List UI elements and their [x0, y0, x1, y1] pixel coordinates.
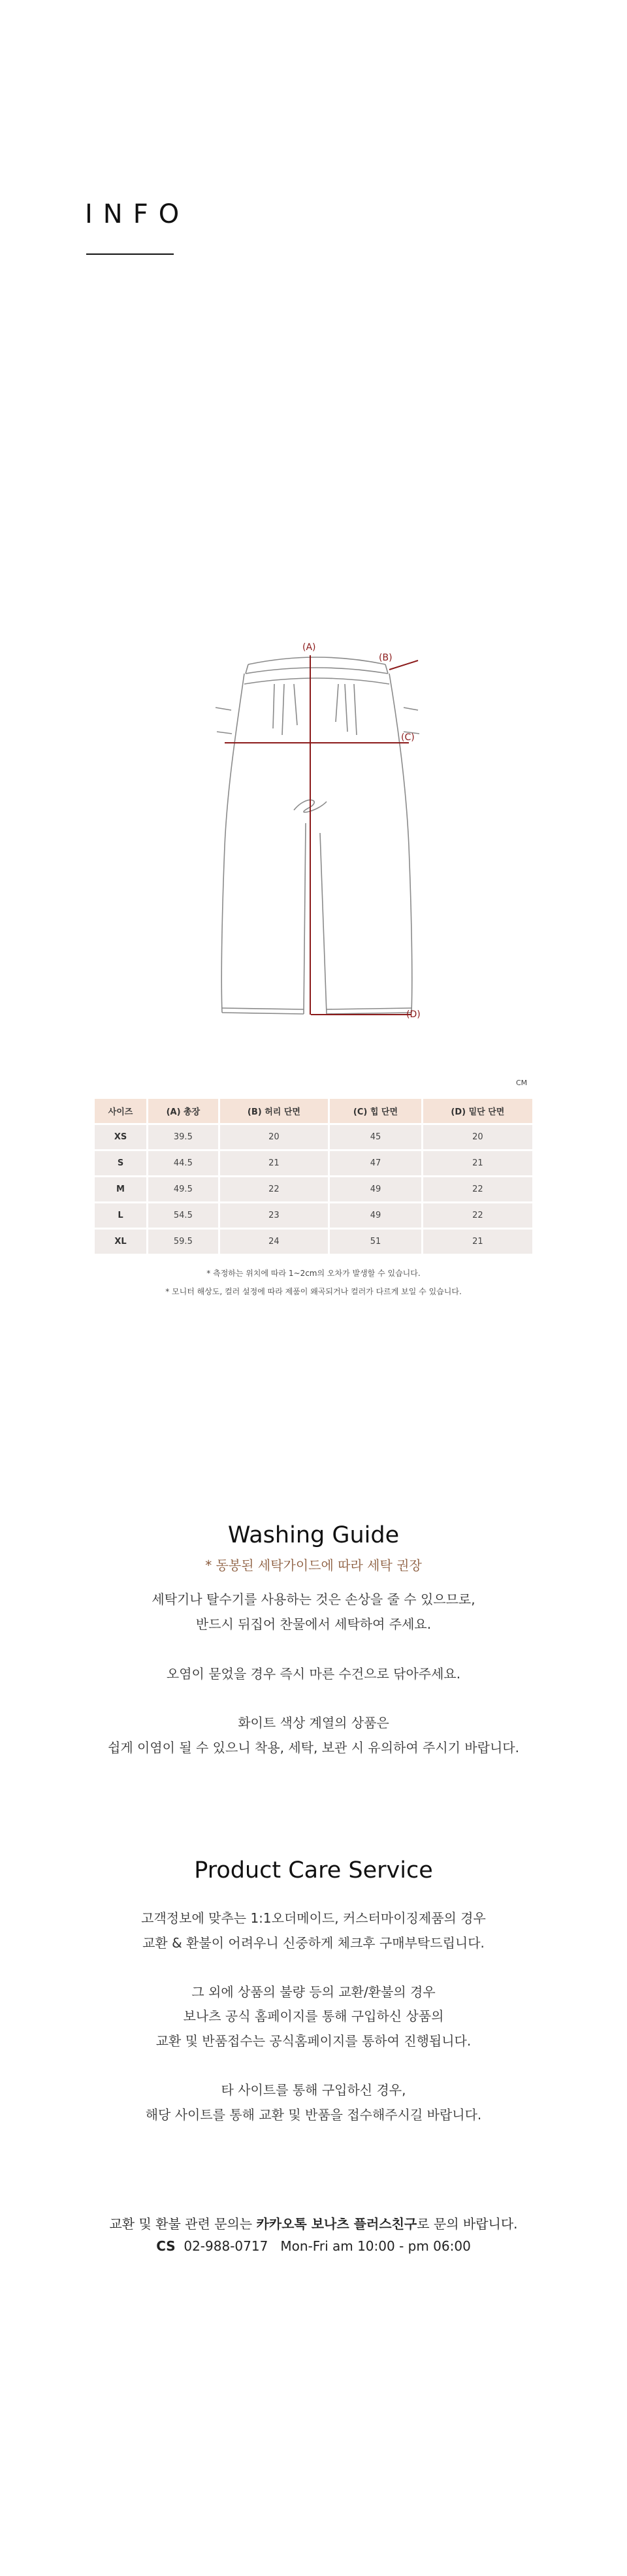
cell-hem: 20: [423, 1125, 532, 1149]
label-a: (A): [302, 642, 316, 653]
monitor-note: * 모니터 해상도, 컬러 설정에 따라 제품이 왜곡되거나 컬러가 다르게 보일 수 있습니다.: [165, 1287, 462, 1296]
care-line: 교환 및 반품접수는 공식홈페이지를 통하여 진행됩니다.: [155, 2033, 472, 2049]
cell-length: 59.5: [148, 1230, 218, 1254]
header-hem: (D) 밑단 단면: [423, 1099, 532, 1123]
washing-line: 반드시 뒤집어 찬물에서 세탁하여 주세요.: [195, 1616, 432, 1632]
table-row: [95, 1203, 532, 1228]
cell-waist: 24: [220, 1230, 328, 1254]
cell-waist: 22: [220, 1177, 328, 1201]
cell-size: XS: [95, 1125, 146, 1149]
care-line: 고객정보에 맞추는 1:1오더메이드, 커스터마이징제품의 경우: [141, 1910, 486, 1926]
washing-line: 세탁기나 탈수기를 사용하는 것은 손상을 줄 수 있으므로,: [152, 1591, 475, 1607]
table-row: [95, 1177, 532, 1201]
care-service-title: Product Care Service: [194, 1857, 433, 1883]
cell-hem: 22: [423, 1177, 532, 1201]
washing-line: 오염이 묻었을 경우 즉시 마른 수건으로 닦아주세요.: [166, 1666, 461, 1682]
care-line: 교환 & 환불이 어려우니 신중하게 체크후 구매부탁드립니다.: [142, 1935, 485, 1951]
cell-hem: 21: [423, 1230, 532, 1254]
cell-waist: 23: [220, 1203, 328, 1228]
cell-waist: 20: [220, 1125, 328, 1149]
unit-label: CM: [516, 1079, 528, 1087]
cell-hip: 45: [330, 1125, 421, 1149]
cell-size: S: [95, 1151, 146, 1175]
cell-length: 49.5: [148, 1177, 218, 1201]
cell-length: 54.5: [148, 1203, 218, 1228]
table-row: [95, 1151, 532, 1175]
title-underline: [86, 253, 174, 255]
cell-length: 39.5: [148, 1125, 218, 1149]
contact-prefix: 교환 및 환불 관련 문의는: [109, 2216, 257, 2232]
care-line: 그 외에 상품의 불량 등의 교환/환불의 경우: [191, 1984, 436, 2000]
cs-label: CS: [156, 2238, 176, 2254]
table-row: [95, 1125, 532, 1149]
skirt-measurement-diagram: [196, 637, 444, 1029]
washing-guide-title: Washing Guide: [227, 1522, 400, 1548]
size-table-header-row: [95, 1099, 532, 1123]
header-waist: (B) 허리 단면: [220, 1099, 328, 1123]
cell-length: 44.5: [148, 1151, 218, 1175]
cs-line: [0, 2238, 627, 2254]
cs-hours: Mon-Fri am 10:00 - pm 06:00: [280, 2238, 471, 2254]
label-c: (C): [401, 732, 415, 743]
cell-hip: 51: [330, 1230, 421, 1254]
cell-size: L: [95, 1203, 146, 1228]
kakao-channel-name: 카카오톡 보나츠 플러스친구: [256, 2216, 417, 2232]
label-b: (B): [379, 653, 393, 663]
table-row: [95, 1230, 532, 1254]
contact-line: [0, 2213, 627, 2232]
care-line: 해당 사이트를 통해 교환 및 반품을 접수해주시길 바랍니다.: [145, 2107, 482, 2123]
cell-hip: 49: [330, 1177, 421, 1201]
cell-size: M: [95, 1177, 146, 1201]
measurement-note: * 측정하는 위치에 따라 1~2cm의 오차가 발생할 수 있습니다.: [206, 1269, 421, 1278]
washing-line: 쉽게 이염이 될 수 있으니 착용, 세탁, 보관 시 유의하여 주시기 바랍니다.: [108, 1740, 519, 1755]
cell-waist: 21: [220, 1151, 328, 1175]
contact-suffix: 로 문의 바랍니다.: [417, 2216, 518, 2232]
size-table: [93, 1097, 534, 1256]
cell-hip: 47: [330, 1151, 421, 1175]
washing-guide-subtitle: * 동봉된 세탁가이드에 따라 세탁 권장: [205, 1557, 422, 1573]
header-size: 사이즈: [95, 1099, 146, 1123]
care-line: 타 사이트를 통해 구입하신 경우,: [221, 2082, 406, 2098]
cell-hem: 22: [423, 1203, 532, 1228]
header-hip: (C) 힙 단면: [330, 1099, 421, 1123]
label-d: (D): [406, 1009, 421, 1020]
info-title: INFO: [85, 199, 190, 229]
cell-size: XL: [95, 1230, 146, 1254]
cs-phone: 02-988-0717: [184, 2238, 268, 2254]
washing-line: 화이트 색상 계열의 상품은: [238, 1715, 389, 1731]
cell-hip: 49: [330, 1203, 421, 1228]
care-line: 보나츠 공식 홈페이지를 통해 구입하신 상품의: [183, 2008, 444, 2024]
header-length: (A) 총장: [148, 1099, 218, 1123]
cell-hem: 21: [423, 1151, 532, 1175]
